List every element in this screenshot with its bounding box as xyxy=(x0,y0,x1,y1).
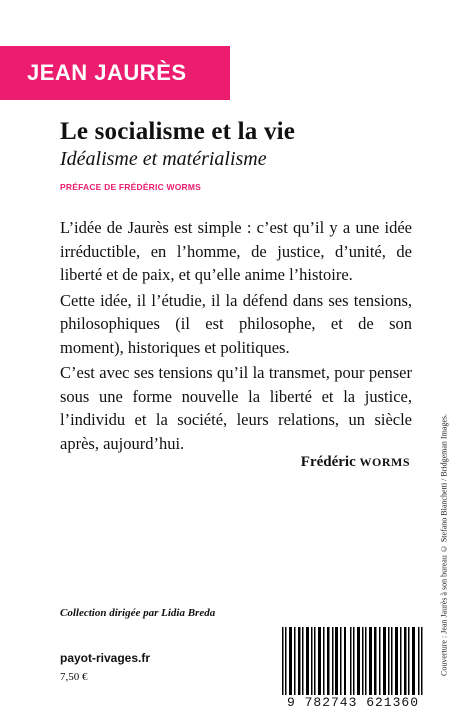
signature-last-name: WORMS xyxy=(359,455,410,469)
collection-credit: Collection dirigée par Lidia Breda xyxy=(60,607,216,619)
author-band xyxy=(0,46,230,100)
blurb-paragraph: C’est avec ses tensions qu’il la transmet, pour penser sous une forme nouvelle la liberté et la justice, l’individu et la société, leurs relations, un siècle après, aujourd’hui. xyxy=(60,363,412,453)
book-subtitle: Idéalisme et matérialisme xyxy=(60,148,267,170)
publisher-website: payot-rivages.fr xyxy=(60,651,151,665)
signature xyxy=(301,454,410,471)
blurb-paragraph: L’idée de Jaurès est simple : c’est qu’il y a une idée irréductible, en l’homme, de justice, d’unité, de liberté et de paix, et qu’elle anime l’histoire. xyxy=(60,218,412,284)
isbn-digits: 9 782743 621360 xyxy=(280,695,426,710)
price: 7,50 € xyxy=(60,671,88,683)
book-title: Le socialisme et la vie xyxy=(60,118,296,145)
blurb-paragraph: Cette idée, il l’étudie, il la défend dans ses tensions, philosophiques (il est philosophe, et de son moment), historiques et politiques. xyxy=(60,290,412,357)
author-name: JEAN JAURÈS xyxy=(27,60,187,85)
signature-first-name: Frédéric xyxy=(300,454,360,470)
preface-credit: PRÉFACE DE FRÉDÉRIC WORMS xyxy=(60,182,202,192)
cover-credit: Couverture : Jean Jaurès à son bureau © Stefano Bianchetti / Bridgeman Images. xyxy=(439,413,449,677)
blurb xyxy=(60,216,412,457)
